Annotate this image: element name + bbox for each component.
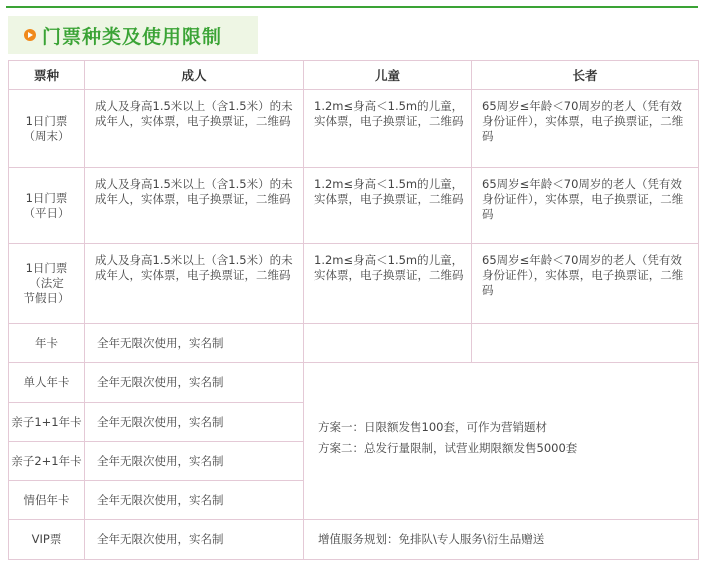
child-cell: 1.2m≤身高＜1.5m的儿童，实体票，电子换票证，二维码 — [304, 90, 472, 168]
section-header — [8, 16, 258, 54]
col-header-senior: 长者 — [472, 61, 699, 90]
ticket-type-cell — [9, 244, 85, 324]
adult-cell: 全年无限次使用，实名制 — [85, 442, 304, 481]
ticket-type-line: 节假日） — [23, 291, 70, 305]
ticket-type-line: （法定 — [29, 276, 64, 290]
plan-item: 方案二：总发行量限制，试营业期限额发售5000套 — [318, 441, 578, 455]
adult-cell: 全年无限次使用，实名制 — [85, 403, 304, 442]
col-header-type: 票种 — [9, 61, 85, 90]
child-cell: 1.2m≤身高＜1.5m的儿童，实体票，电子换票证，二维码 — [304, 244, 472, 324]
adult-cell: 全年无限次使用，实名制 — [85, 481, 304, 520]
ticket-type-cell: 情侣年卡 — [9, 481, 85, 520]
adult-cell: 全年无限次使用，实名制 — [85, 520, 304, 560]
table-row — [9, 324, 699, 363]
ticket-type-line: 1日门票 — [25, 190, 68, 205]
arrow-bullet-icon — [24, 29, 36, 41]
ticket-type-cell: 亲子1+1年卡 — [9, 403, 85, 442]
plan-cell — [304, 363, 699, 520]
ticket-type-cell: 年卡 — [9, 324, 85, 363]
adult-cell: 成人及身高1.5米以上（含1.5米）的未成年人，实体票，电子换票证，二维码 — [85, 244, 304, 324]
col-header-child: 儿童 — [304, 61, 472, 90]
empty-cell — [472, 324, 699, 363]
senior-cell: 65周岁≤年龄＜70周岁的老人（凭有效身份证件），实体票，电子换票证，二维码 — [472, 168, 699, 244]
adult-cell: 成人及身高1.5米以上（含1.5米）的未成年人，实体票，电子换票证，二维码 — [85, 168, 304, 244]
header-row — [9, 61, 699, 90]
empty-cell — [304, 324, 472, 363]
adult-cell: 全年无限次使用，实名制 — [85, 363, 304, 403]
senior-cell: 65周岁≤年龄＜70周岁的老人（凭有效身份证件），实体票，电子换票证，二维码 — [472, 244, 699, 324]
top-divider — [6, 6, 698, 8]
vip-note-cell: 增值服务规划：免排队\专人服务\衍生品赠送 — [304, 520, 699, 560]
table-row — [9, 90, 699, 168]
child-cell: 1.2m≤身高＜1.5m的儿童，实体票，电子换票证，二维码 — [304, 168, 472, 244]
ticket-type-cell — [9, 168, 85, 244]
ticket-type-cell — [9, 90, 85, 168]
ticket-type-line: （周末） — [23, 128, 70, 143]
table-row — [9, 244, 699, 324]
ticket-table — [8, 60, 699, 560]
ticket-type-cell: 亲子2+1年卡 — [9, 442, 85, 481]
table-row — [9, 520, 699, 560]
ticket-type-line: 1日门票 — [25, 113, 68, 128]
senior-cell: 65周岁≤年龄＜70周岁的老人（凭有效身份证件），实体票，电子换票证，二维码 — [472, 90, 699, 168]
col-header-adult: 成人 — [85, 61, 304, 90]
adult-cell: 全年无限次使用，实名制 — [85, 324, 304, 363]
ticket-type-line: 1日门票 — [25, 261, 68, 275]
table-row — [9, 168, 699, 244]
table-row — [9, 363, 699, 403]
plan-item: 方案一：日限额发售100套，可作为营销题材 — [318, 420, 547, 434]
ticket-type-line: （平日） — [23, 205, 70, 220]
page-title: 门票种类及使用限制 — [42, 25, 223, 48]
adult-cell: 成人及身高1.5米以上（含1.5米）的未成年人，实体票，电子换票证，二维码 — [85, 90, 304, 168]
ticket-type-cell: VIP票 — [9, 520, 85, 560]
ticket-type-cell: 单人年卡 — [9, 363, 85, 403]
